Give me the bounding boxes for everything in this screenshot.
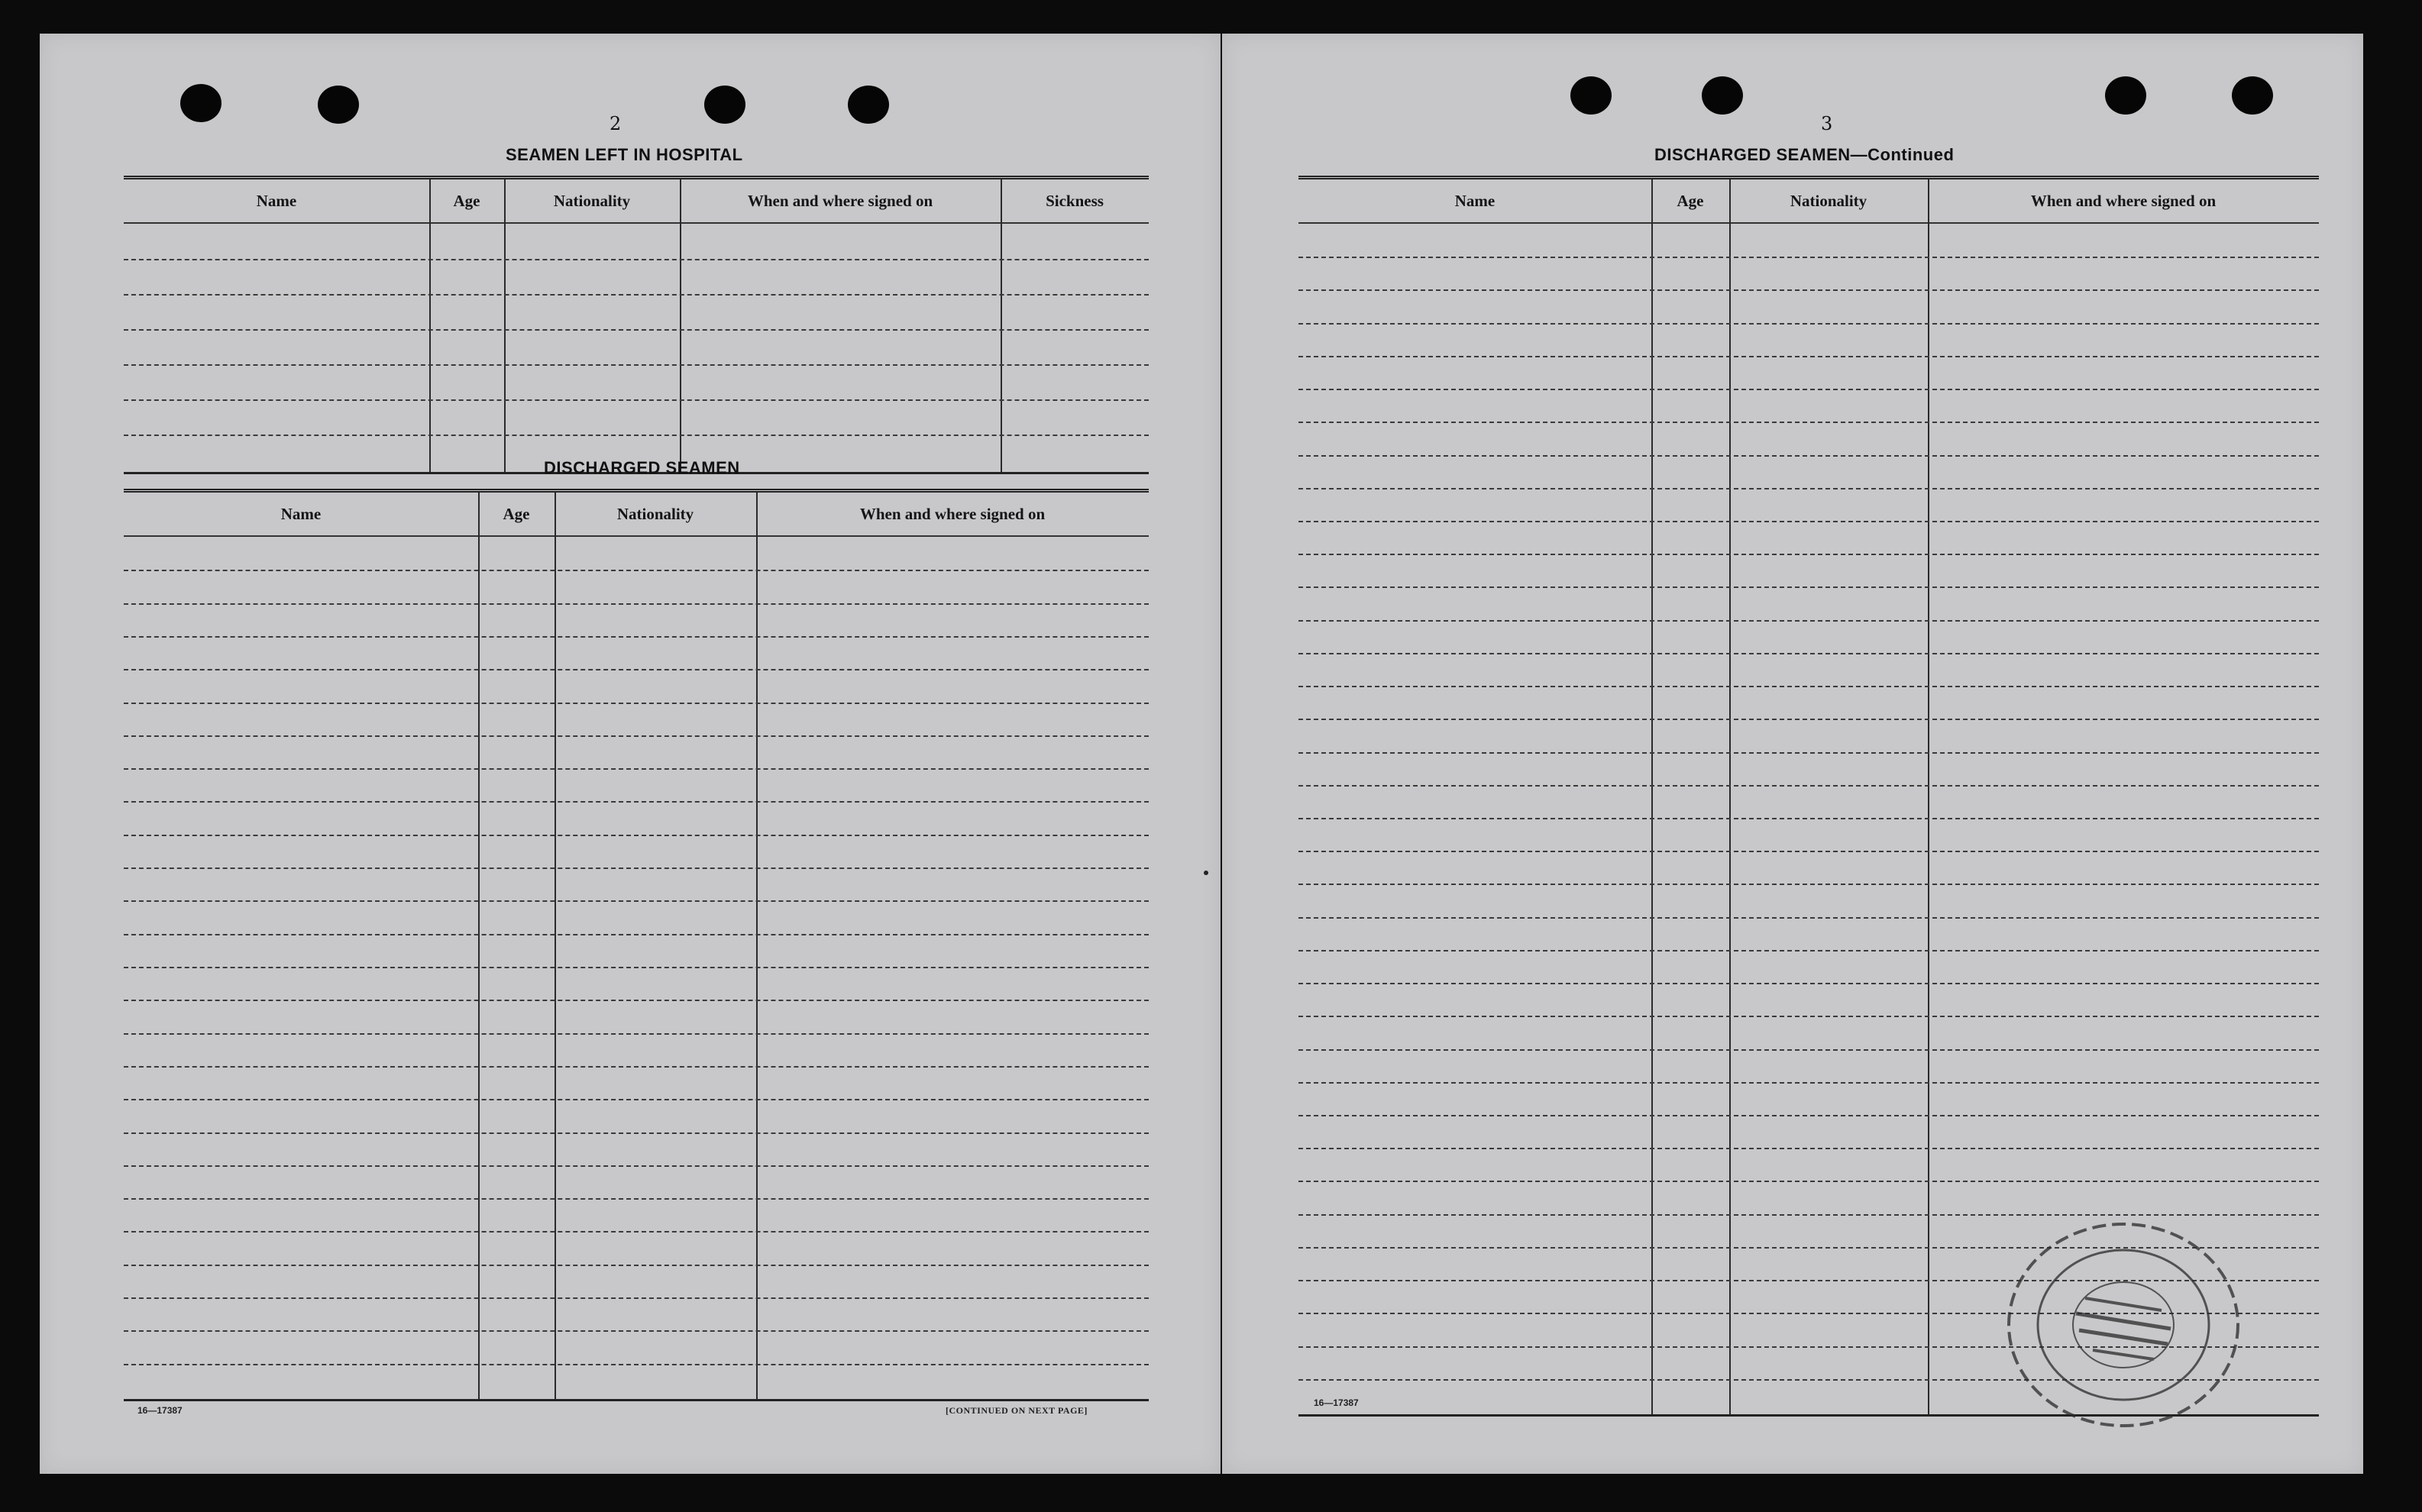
table-row-line [124,399,1149,401]
column-header-name: Name [1454,191,1496,210]
table-row-line [1298,455,2319,457]
table-row-line [1298,554,2319,555]
table-row-line [124,1099,1149,1100]
discharged-continued-title [1654,145,1954,165]
column-header-age: Age [453,191,480,210]
page-number: 3 [1821,113,1833,134]
table-row-line [124,801,1149,803]
table-row-line [1298,1049,2319,1051]
table-row-line [1298,620,2319,622]
punch-hole [704,86,745,124]
table-row-line [124,1000,1149,1001]
table-row-line [1298,917,2319,919]
table-row-line [124,570,1149,571]
table-row-line [1298,686,2319,687]
column-header-signed-on: When and where signed on [859,504,1046,523]
column-header-signed-on: When and where signed on [747,191,933,210]
table-row-line [124,967,1149,968]
column-divider [1729,179,1731,1417]
table-row-line [124,1231,1149,1233]
table-row-line [1298,752,2319,754]
column-header-name: Name [256,191,297,210]
column-header-sickness: Sickness [1046,191,1104,210]
table-row-line [1298,323,2319,325]
table-row-line [124,364,1149,366]
punch-hole [180,84,222,122]
table-row-line [124,1066,1149,1068]
column-divider [504,179,506,474]
column-header-age: Age [503,504,530,523]
table-row-line [1298,1082,2319,1084]
table-row-line [1298,521,2319,522]
table-row-line [124,669,1149,670]
header-rule [124,222,1149,224]
column-divider [1001,179,1002,474]
received-stamp-icon [2001,1214,2246,1436]
hospital-table [124,176,1149,474]
section-title-suffix: —Continued [1850,145,1955,164]
punch-hole [1570,76,1612,115]
table-row-line [124,259,1149,260]
column-header-nationality: Nationality [553,191,631,210]
punch-hole [1702,76,1743,115]
column-header-signed-on: When and where signed on [2030,191,2217,210]
table-row-line [1298,1148,2319,1149]
table-row-line [124,768,1149,770]
discharged-table [124,489,1149,1401]
table-row-line [124,1297,1149,1299]
table-row-line [1298,356,2319,357]
table-row-line [124,835,1149,836]
column-header-nationality: Nationality [1790,191,1867,210]
column-header-nationality: Nationality [616,504,694,523]
table-row-line [124,1364,1149,1365]
table-row-line [1298,884,2319,885]
table-row-line [1298,422,2319,423]
discharged-section-title: DISCHARGED SEAMEN [544,458,740,477]
column-divider [1651,179,1653,1417]
table-row-line [124,435,1149,436]
table-row-line [124,703,1149,704]
binding-dot [1204,871,1208,875]
table-row-line [124,603,1149,605]
table-row-line [124,294,1149,296]
table-row-line [124,1198,1149,1200]
column-header-name: Name [280,504,322,523]
table-row-line [124,735,1149,737]
table-row-line [1298,488,2319,489]
hospital-section-title: SEAMEN LEFT IN HOSPITAL [506,145,743,164]
punch-hole [2232,76,2273,115]
table-row-line [1298,257,2319,258]
form-number: 16—17387 [137,1405,183,1416]
header-rule [124,535,1149,537]
table-row-line [1298,586,2319,588]
table-row-line [124,636,1149,638]
table-bottom-rule [124,1399,1149,1401]
table-row-line [1298,851,2319,852]
table-row-line [124,900,1149,902]
section-title-text: DISCHARGED SEAMEN [1654,145,1851,164]
table-row-line [1298,1016,2319,1017]
table-row-line [124,1265,1149,1266]
table-row-line [124,1330,1149,1332]
column-divider [680,179,681,474]
punch-hole [318,86,359,124]
table-row-line [124,1165,1149,1167]
column-header-age: Age [1677,191,1704,210]
left-page [40,34,1221,1474]
continued-note: [CONTINUED ON NEXT PAGE] [946,1405,1088,1416]
table-row-line [1298,1115,2319,1116]
column-divider [429,179,431,474]
punch-hole [2105,76,2146,115]
form-number: 16—17387 [1314,1397,1359,1408]
table-row-line [1298,950,2319,951]
table-row-line [1298,719,2319,720]
table-row-line [124,1033,1149,1035]
table-row-line [124,1132,1149,1134]
table-row-line [1298,653,2319,654]
table-row-line [1298,389,2319,390]
punch-hole [848,86,889,124]
table-row-line [124,934,1149,935]
table-row-line [1298,983,2319,984]
table-row-line [1298,1181,2319,1182]
table-row-line [1298,818,2319,819]
table-row-line [124,329,1149,331]
table-row-line [1298,785,2319,787]
page-number: 2 [610,113,622,134]
header-rule [1298,222,2319,224]
table-row-line [1298,289,2319,291]
table-row-line [124,867,1149,869]
column-divider [1928,179,1929,1417]
